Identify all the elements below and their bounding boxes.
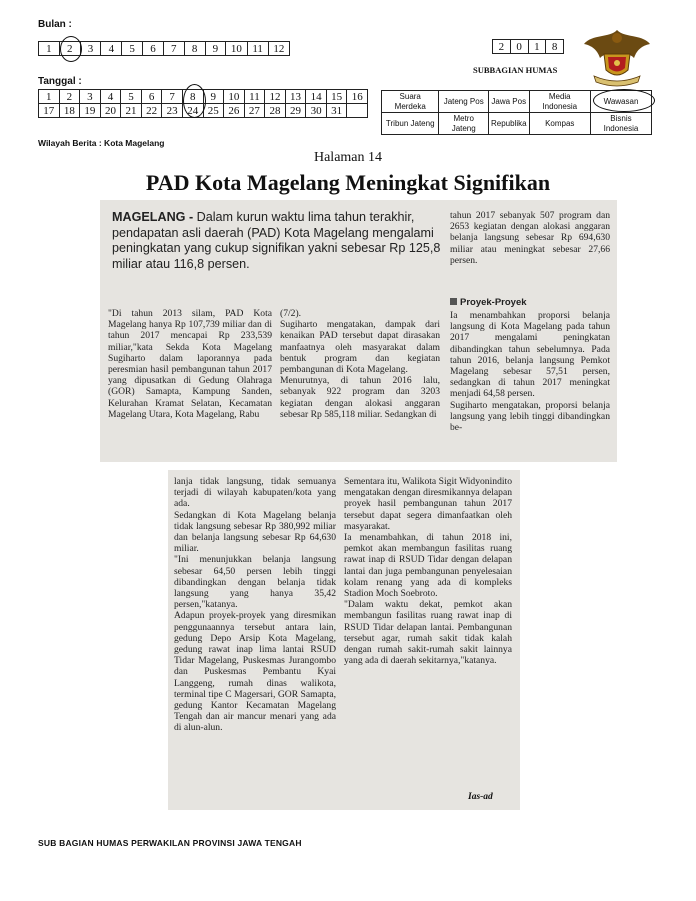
clipping-top — [100, 200, 617, 462]
year-digit-1: 1 — [528, 40, 546, 54]
day-cell-14: 14 — [306, 90, 327, 104]
day-cell-19: 19 — [80, 104, 101, 118]
lead-city: MAGELANG - — [112, 210, 194, 224]
day-cell-22: 22 — [141, 104, 162, 118]
month-cell-11: 11 — [247, 42, 268, 56]
media-cell-Tribun Jateng: Tribun Jateng — [382, 113, 439, 135]
day-cell-empty — [347, 104, 368, 118]
year-digit-2: 2 — [493, 40, 511, 54]
column-4: lanja tidak langsung, tidak semuanya terjadi di wilayah kabupaten/kota yang ada. Sedangkan di Kota Magelang belanja tidak langsung sebesar Rp 380,992 miliar dan belanja langsung sebesar Rp 64,630 miliar. "Ini menunjukkan belanja langsung sebesar 64,50 persen lebih tinggi dibandingkan dengan belanja tidak langsung yang hanya 35,42 persen,"katanya. Adapun proyek-proyek yang diresmikan penggunaannya tersebut antara lain, gedung Depo Arsip Kota Magelang, gedung rawat inap lima lantai RSUD Tidar Magelang, Puskesmas Jurangombo dan Puskesmas Pembantu Kyai Langgeng, rumah dinas walikota, terminal tipe C Magersari, GOR Samapta, gedung Kantor Kecamatan Magelang Tengah dan air mancur menari yang ada di alun-alun. — [174, 476, 336, 734]
day-cell-9: 9 — [203, 90, 224, 104]
media-cell-Jateng Pos: Jateng Pos — [439, 91, 489, 113]
year-digit-8: 8 — [546, 40, 564, 54]
clipping-bottom — [168, 470, 520, 810]
byline: Ias-ad — [468, 792, 493, 802]
footer: SUB BAGIAN HUMAS PERWAKILAN PROVINSI JAWA TENGAH — [38, 838, 302, 848]
org-label: SUBBAGIAN HUMAS — [473, 65, 558, 75]
month-cell-6: 6 — [143, 42, 164, 56]
selected-media-circle — [593, 89, 655, 112]
year-digit-0: 0 — [510, 40, 528, 54]
media-cell-Kompas: Kompas — [529, 113, 590, 135]
month-cell-3: 3 — [80, 42, 101, 56]
day-cell-23: 23 — [162, 104, 183, 118]
garuda-emblem-icon — [582, 24, 652, 88]
subheading-text: Proyek-Proyek — [460, 297, 527, 308]
media-cell-Metro Jateng: Metro Jateng — [439, 113, 489, 135]
day-cell-11: 11 — [244, 90, 265, 104]
day-cell-7: 7 — [162, 90, 183, 104]
headline: PAD Kota Magelang Meningkat Signifikan — [145, 170, 551, 195]
selected-month-circle — [60, 36, 82, 62]
media-cell-Bisnis Indonesia: Bisnis Indonesia — [590, 113, 651, 135]
lead-text: Dalam kurun waktu lima tahun terakhir, pendapatan asli daerah (PAD) Kota Magelang mengalami peningkatan yang cukup signifikan yakni sebesar Rp 125,8 miliar atau 116,8 persen. — [112, 210, 441, 271]
day-cell-25: 25 — [203, 104, 224, 118]
month-cell-5: 5 — [122, 42, 143, 56]
day-cell-24: 24 — [182, 104, 203, 118]
subheading — [450, 297, 527, 308]
day-cell-8: 8 — [182, 90, 203, 104]
wilayah-label: Wilayah Berita : Kota Magelang — [38, 138, 165, 148]
column-1: "Di tahun 2013 silam, PAD Kota Magelang hanya Rp 107,739 miliar dan di tahun 2017 mencapai Rp 233,539 miliar,"kata Sekda Kota Magelang Sugiharto dalam laporannya pada peresmian hasil pembangunan tahun 2017 yang dipusatkan di Gedung Olahraga (GOR) Samapta, Kampung Sanden, Kelurahan Kramat Selatan, Kecamatan Magelang Utara, Kota Magelang, Rabu — [108, 308, 272, 420]
media-cell-Jawa Pos: Jawa Pos — [488, 91, 529, 113]
day-cell-26: 26 — [224, 104, 245, 118]
day-cell-4: 4 — [100, 90, 121, 104]
day-cell-3: 3 — [80, 90, 101, 104]
month-cell-1: 1 — [39, 42, 60, 56]
day-cell-31: 31 — [326, 104, 347, 118]
day-cell-21: 21 — [121, 104, 142, 118]
month-cell-12: 12 — [268, 42, 289, 56]
day-cell-6: 6 — [141, 90, 162, 104]
year-grid — [492, 39, 564, 54]
bulan-label: Bulan : — [38, 19, 72, 30]
day-cell-29: 29 — [285, 104, 306, 118]
month-cell-2: 2 — [59, 42, 80, 56]
day-cell-20: 20 — [100, 104, 121, 118]
column-3b: Ia menambahkan proporsi belanja langsung di Kota Magelang pada tahun 2017 mengalami peningkatan dibandingkan tahun sebelumnya. Pada tahun 2016, belanja langsung Pemkot Magelang sebesar 57,51 persen, sedangkan di tahun 2017 meningkat menjadi 64,58 persen. Sugiharto mengatakan, proporsi belanja langsung yang lebih tinggi dibandingkan be- — [450, 310, 610, 434]
media-cell-Wawasan: Wawasan — [590, 91, 651, 113]
bullet-icon — [450, 298, 457, 305]
day-cell-17: 17 — [39, 104, 60, 118]
day-cell-27: 27 — [244, 104, 265, 118]
day-cell-1: 1 — [39, 90, 60, 104]
month-cell-7: 7 — [163, 42, 184, 56]
day-cell-10: 10 — [224, 90, 245, 104]
day-cell-13: 13 — [285, 90, 306, 104]
month-cell-8: 8 — [184, 42, 205, 56]
media-cell-Republika: Republika — [488, 113, 529, 135]
day-cell-16: 16 — [347, 90, 368, 104]
month-cell-9: 9 — [205, 42, 226, 56]
day-cell-15: 15 — [326, 90, 347, 104]
month-cell-10: 10 — [226, 42, 247, 56]
day-cell-2: 2 — [59, 90, 80, 104]
lead-paragraph — [112, 210, 444, 272]
month-cell-4: 4 — [101, 42, 122, 56]
column-2: (7/2). Sugiharto mengatakan, dampak dari kenaikan PAD tersebut dapat dirasakan manfaatnya oleh masyarakat dalam bentuk program dan kegiatan pembangunan di Kota Magelang. Menurutnya, di tahun 2016 lalu, sebanyak 922 program dan 3203 kegiatan dengan alokasi anggaran sebesar Rp 585,118 miliar. Sedangkan di — [280, 308, 440, 420]
column-5: Sementara itu, Walikota Sigit Widyonindito mengatakan dengan diresmikannya delapan proyek hasil pembangunan tahun 2017 tersebut dapat segera dimanfaatkan oleh masyarakat. Ia menambahkan, di tahun 2018 ini, pemkot akan membangun fasilitas ruang rawat inap di RSUD Tidar dengan delapan lantai dan juga pembangunan penyelesaian kolam renang yang ada di kompleks Stadion Moch Soebroto. "Dalam waktu dekat, pemkot akan membangun fasilitas ruang rawat inap di RSUD Tidar delapan lantai. Pembangunan tersebut agar, rumah sakit tidak kalah dengan rumah sakit-rumah sakit lainnya yang ada di daerah sekitarnya,"katanya. — [344, 476, 512, 667]
media-cell-Media Indonesia: Media Indonesia — [529, 91, 590, 113]
day-cell-28: 28 — [265, 104, 286, 118]
day-cell-30: 30 — [306, 104, 327, 118]
selected-day-circle — [183, 84, 206, 118]
column-3a: tahun 2017 sebanyak 507 program dan 2653 kegiatan dengan alokasi anggaran belanja langsung sebesar Rp 694,630 miliar atau meningkat sebesar 27,66 persen. — [450, 210, 610, 266]
day-cell-12: 12 — [265, 90, 286, 104]
tanggal-label: Tanggal : — [38, 76, 82, 87]
day-cell-5: 5 — [121, 90, 142, 104]
page-number: Halaman 14 — [313, 150, 383, 165]
day-cell-18: 18 — [59, 104, 80, 118]
media-cell-Suara Merdeka: Suara Merdeka — [382, 91, 439, 113]
